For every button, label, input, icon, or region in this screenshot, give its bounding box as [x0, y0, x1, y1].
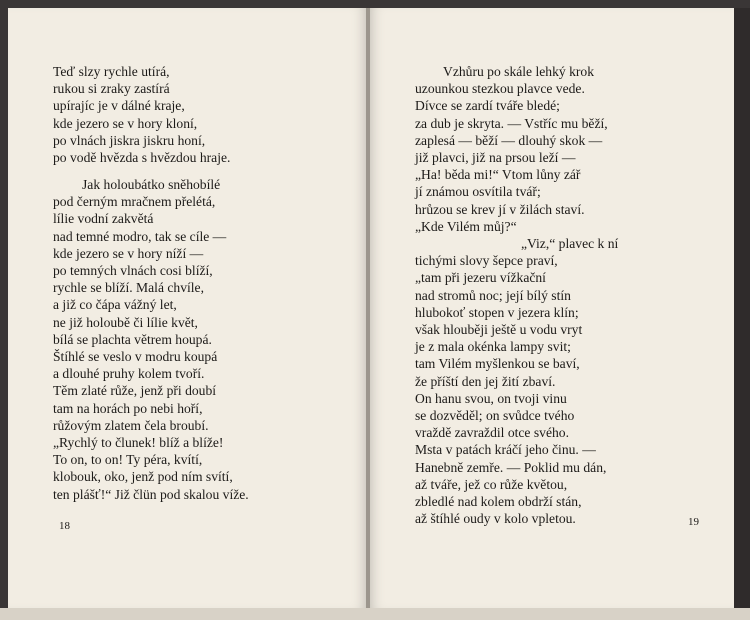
- page-edge-bottom: [0, 608, 750, 620]
- poem-line: je z mala okénka lampy svit;: [415, 339, 571, 355]
- poem-line: pod černým mračnem přelétá,: [53, 194, 216, 210]
- poem-line: po vodě hvězda s hvězdou hraje.: [53, 150, 231, 166]
- poem-line: uzounkou stezkou plavce vede.: [415, 81, 585, 97]
- poem-line: po temných vlnách cosi blíží,: [53, 263, 213, 279]
- poem-line: po vlnách jiskra jiskru honí,: [53, 132, 206, 148]
- poem-line: Vzhůru po skále lehký krok: [443, 64, 595, 79]
- poem-line: bílá se plachta větrem houpá.: [53, 331, 212, 347]
- poem-line: a dlouhé pruhy kolem tvoří.: [53, 366, 205, 382]
- poem-line: hlubokoť stopen v jezera klín;: [415, 304, 579, 320]
- poem-line: zbledlé nad kolem obdrží stán,: [415, 494, 582, 510]
- page-edge-right: [734, 8, 750, 608]
- poem-line: vraždě zavraždil otce svého.: [415, 425, 569, 441]
- poem-line: kde jezero se v hory níží —: [53, 245, 204, 261]
- page-number-left: 18: [59, 520, 70, 532]
- poem-line: hrůzou se krev jí v žilách staví.: [415, 201, 585, 217]
- poem-line: Těm zlaté růže, jenž při doubí: [53, 383, 217, 399]
- poem-line: růžovým zlatem čela broubí.: [53, 417, 209, 433]
- poem-line: tam na horách po nebi hoří,: [53, 400, 203, 416]
- poem-line: On hanu svou, on tvoji vinu: [415, 390, 567, 406]
- poem-line: tam Vilém myšlenkou se baví,: [415, 356, 580, 372]
- left-stanza-2: [53, 176, 249, 503]
- poem-line: lílie vodní zakvětá: [53, 211, 154, 227]
- page-number-right: 19: [688, 516, 699, 528]
- poem-line: nad stromů noc; její bílý stín: [415, 287, 571, 303]
- poem-line: se dozvěděl; on svůdce tvého: [415, 408, 575, 424]
- poem-line: Jak holoubátko sněhobílé: [82, 177, 221, 192]
- poem-line: za dub je skryta. — Vstříc mu běží,: [415, 115, 608, 131]
- poem-line: nad temné modro, tak se cíle —: [53, 228, 227, 244]
- poem-line: To on, to on! Ty péra, kvítí,: [53, 452, 203, 468]
- poem-line: „Kde Vilém můj?“: [415, 218, 517, 234]
- poem-line: zaplesá — běží — dlouhý skok —: [415, 132, 603, 148]
- poem-line: že příští den jej žití zbaví.: [415, 373, 556, 389]
- poem-line: rychle se blíží. Malá chvíle,: [53, 280, 204, 296]
- poem-line: „Rychlý to člunek! blíž a blíže!: [53, 435, 224, 451]
- poem-line: ten plášť!“ Již člün pod skalou víže.: [53, 486, 249, 502]
- right-stanza-2: [415, 235, 618, 527]
- poem-line: až tváře, jež co růže květou,: [415, 476, 568, 492]
- right-stanza-1: [415, 63, 608, 235]
- poem-line: až štíhlé oudy v kolo vpletou.: [415, 511, 576, 527]
- poem-line: Hanebně zemře. — Poklid mu dán,: [415, 459, 607, 475]
- poem-line: Štíhlé se veslo v modru koupá: [53, 349, 218, 365]
- poem-line: kde jezero se v hory kloní,: [53, 115, 198, 131]
- poem-line: Dívce se zardí tváře bledé;: [415, 98, 560, 114]
- poem-line: Teď slzy rychle utírá,: [53, 64, 170, 79]
- poem-line: jí známou osvítila tvář;: [415, 184, 541, 200]
- poem-line: Msta v patách kráčí jeho činu. —: [415, 442, 596, 458]
- poem-line: „Viz,“ plavec k ní: [521, 236, 619, 251]
- poem-line: upírajíc je v dálné kraje,: [53, 98, 185, 114]
- poem-line: a již co čápa vážný let,: [53, 297, 177, 313]
- poem-line: ne již holoubě či lílie květ,: [53, 314, 198, 330]
- poem-line: klobouk, oko, jenž pod ním svítí,: [53, 469, 233, 485]
- poem-line: „Ha! běda mi!“ Vtom lůny zář: [415, 167, 581, 183]
- left-stanza-1: [53, 63, 230, 166]
- poem-line: rukou si zraky zastírá: [53, 81, 170, 97]
- poem-line: již plavci, již na prsou leží —: [415, 150, 576, 166]
- poem-line: však hlouběji ještě u vodu vryt: [415, 322, 583, 338]
- poem-line: tichými slovy šepce praví,: [415, 253, 558, 269]
- poem-line: „tam při jezeru vížkační: [415, 270, 546, 286]
